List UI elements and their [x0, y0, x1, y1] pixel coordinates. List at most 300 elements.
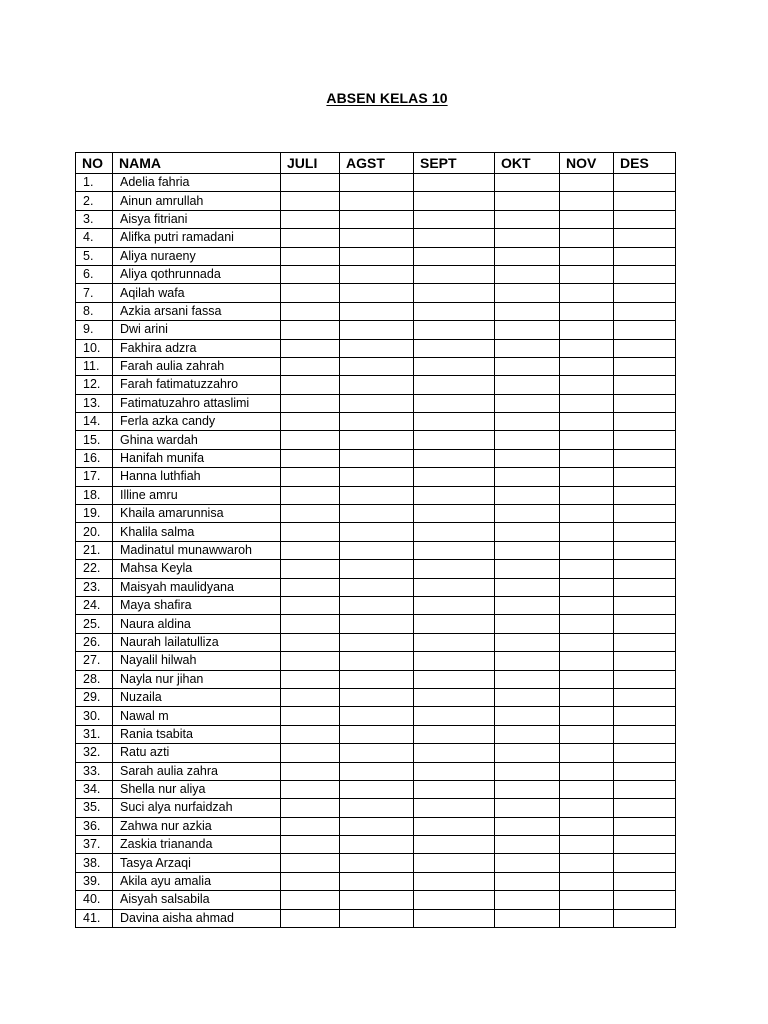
attendance-cell-juli	[281, 413, 340, 431]
attendance-cell-sept	[414, 688, 495, 706]
attendance-cell-juli	[281, 744, 340, 762]
attendance-cell-agst	[340, 321, 414, 339]
attendance-cell-agst	[340, 265, 414, 283]
student-name: Nayalil hilwah	[113, 652, 281, 670]
attendance-cell-des	[614, 725, 676, 743]
attendance-cell-nov	[560, 615, 614, 633]
attendance-cell-agst	[340, 762, 414, 780]
column-header-nov: NOV	[560, 153, 614, 174]
attendance-cell-juli	[281, 688, 340, 706]
column-header-juli: JULI	[281, 153, 340, 174]
attendance-cell-juli	[281, 321, 340, 339]
attendance-cell-agst	[340, 909, 414, 927]
attendance-cell-des	[614, 210, 676, 228]
attendance-cell-agst	[340, 744, 414, 762]
attendance-cell-sept	[414, 247, 495, 265]
column-header-nama: NAMA	[113, 153, 281, 174]
attendance-cell-sept	[414, 284, 495, 302]
student-name: Farah aulia zahrah	[113, 357, 281, 375]
attendance-cell-okt	[495, 817, 560, 835]
attendance-cell-okt	[495, 560, 560, 578]
attendance-cell-sept	[414, 615, 495, 633]
attendance-cell-okt	[495, 339, 560, 357]
attendance-cell-nov	[560, 357, 614, 375]
attendance-cell-agst	[340, 799, 414, 817]
attendance-cell-okt	[495, 229, 560, 247]
table-row	[76, 468, 676, 486]
attendance-cell-sept	[414, 744, 495, 762]
attendance-cell-nov	[560, 744, 614, 762]
attendance-cell-nov	[560, 541, 614, 559]
attendance-cell-agst	[340, 302, 414, 320]
student-name: Maisyah maulidyana	[113, 578, 281, 596]
attendance-cell-okt	[495, 909, 560, 927]
attendance-cell-okt	[495, 431, 560, 449]
student-name: Aqilah wafa	[113, 284, 281, 302]
row-number: 37.	[76, 836, 113, 854]
student-name: Mahsa Keyla	[113, 560, 281, 578]
attendance-cell-okt	[495, 284, 560, 302]
attendance-cell-agst	[340, 247, 414, 265]
table-row	[76, 302, 676, 320]
attendance-cell-sept	[414, 780, 495, 798]
attendance-cell-des	[614, 596, 676, 614]
attendance-cell-okt	[495, 376, 560, 394]
attendance-cell-okt	[495, 762, 560, 780]
attendance-cell-agst	[340, 523, 414, 541]
student-name: Zahwa nur azkia	[113, 817, 281, 835]
attendance-cell-okt	[495, 707, 560, 725]
attendance-cell-juli	[281, 799, 340, 817]
attendance-cell-sept	[414, 468, 495, 486]
row-number: 40.	[76, 891, 113, 909]
row-number: 18.	[76, 486, 113, 504]
column-header-okt: OKT	[495, 153, 560, 174]
student-name: Nawal m	[113, 707, 281, 725]
attendance-cell-juli	[281, 284, 340, 302]
attendance-cell-okt	[495, 780, 560, 798]
attendance-cell-juli	[281, 670, 340, 688]
attendance-cell-agst	[340, 817, 414, 835]
row-number: 20.	[76, 523, 113, 541]
attendance-cell-nov	[560, 468, 614, 486]
attendance-cell-juli	[281, 523, 340, 541]
attendance-cell-des	[614, 229, 676, 247]
row-number: 33.	[76, 762, 113, 780]
attendance-cell-juli	[281, 560, 340, 578]
attendance-cell-agst	[340, 872, 414, 890]
attendance-cell-nov	[560, 707, 614, 725]
table-row	[76, 210, 676, 228]
attendance-cell-nov	[560, 210, 614, 228]
row-number: 9.	[76, 321, 113, 339]
row-number: 10.	[76, 339, 113, 357]
student-name: Dwi arini	[113, 321, 281, 339]
table-row	[76, 523, 676, 541]
row-number: 24.	[76, 596, 113, 614]
attendance-cell-okt	[495, 210, 560, 228]
student-name: Ferla azka candy	[113, 413, 281, 431]
row-number: 21.	[76, 541, 113, 559]
attendance-cell-nov	[560, 633, 614, 651]
attendance-cell-des	[614, 578, 676, 596]
row-number: 28.	[76, 670, 113, 688]
attendance-cell-okt	[495, 652, 560, 670]
row-number: 29.	[76, 688, 113, 706]
student-name: Suci alya nurfaidzah	[113, 799, 281, 817]
table-row	[76, 872, 676, 890]
row-number: 13.	[76, 394, 113, 412]
table-row	[76, 707, 676, 725]
attendance-cell-des	[614, 707, 676, 725]
attendance-cell-sept	[414, 560, 495, 578]
attendance-cell-des	[614, 891, 676, 909]
table-row	[76, 596, 676, 614]
attendance-cell-juli	[281, 762, 340, 780]
attendance-cell-nov	[560, 247, 614, 265]
row-number: 1.	[76, 174, 113, 192]
attendance-cell-okt	[495, 633, 560, 651]
attendance-cell-juli	[281, 780, 340, 798]
attendance-cell-des	[614, 615, 676, 633]
attendance-cell-sept	[414, 909, 495, 927]
attendance-cell-okt	[495, 891, 560, 909]
attendance-cell-nov	[560, 652, 614, 670]
attendance-cell-des	[614, 468, 676, 486]
attendance-cell-des	[614, 431, 676, 449]
table-row	[76, 357, 676, 375]
attendance-cell-sept	[414, 174, 495, 192]
attendance-cell-agst	[340, 192, 414, 210]
attendance-cell-agst	[340, 413, 414, 431]
row-number: 19.	[76, 505, 113, 523]
attendance-cell-sept	[414, 413, 495, 431]
column-header-sept: SEPT	[414, 153, 495, 174]
attendance-cell-sept	[414, 596, 495, 614]
attendance-cell-sept	[414, 707, 495, 725]
attendance-cell-des	[614, 688, 676, 706]
attendance-cell-juli	[281, 247, 340, 265]
attendance-cell-sept	[414, 799, 495, 817]
attendance-cell-agst	[340, 229, 414, 247]
attendance-cell-des	[614, 321, 676, 339]
table-row	[76, 633, 676, 651]
student-name: Madinatul munawwaroh	[113, 541, 281, 559]
attendance-cell-des	[614, 247, 676, 265]
attendance-cell-nov	[560, 560, 614, 578]
attendance-cell-okt	[495, 578, 560, 596]
attendance-cell-nov	[560, 854, 614, 872]
student-name: Tasya Arzaqi	[113, 854, 281, 872]
attendance-cell-agst	[340, 780, 414, 798]
table-row	[76, 265, 676, 283]
attendance-cell-okt	[495, 523, 560, 541]
attendance-cell-sept	[414, 302, 495, 320]
table-row	[76, 449, 676, 467]
student-name: Nayla nur jihan	[113, 670, 281, 688]
attendance-cell-des	[614, 302, 676, 320]
attendance-cell-des	[614, 394, 676, 412]
attendance-cell-sept	[414, 431, 495, 449]
attendance-cell-des	[614, 744, 676, 762]
attendance-cell-okt	[495, 357, 560, 375]
row-number: 30.	[76, 707, 113, 725]
row-number: 38.	[76, 854, 113, 872]
attendance-cell-sept	[414, 376, 495, 394]
attendance-cell-des	[614, 780, 676, 798]
attendance-cell-okt	[495, 725, 560, 743]
attendance-cell-agst	[340, 468, 414, 486]
attendance-cell-okt	[495, 854, 560, 872]
attendance-cell-nov	[560, 891, 614, 909]
attendance-cell-juli	[281, 707, 340, 725]
column-header-no: NO	[76, 153, 113, 174]
attendance-cell-nov	[560, 321, 614, 339]
attendance-cell-okt	[495, 596, 560, 614]
attendance-cell-nov	[560, 505, 614, 523]
attendance-cell-sept	[414, 229, 495, 247]
attendance-cell-juli	[281, 174, 340, 192]
attendance-cell-des	[614, 836, 676, 854]
table-row	[76, 284, 676, 302]
attendance-cell-okt	[495, 468, 560, 486]
student-name: Sarah aulia zahra	[113, 762, 281, 780]
attendance-cell-nov	[560, 780, 614, 798]
attendance-cell-sept	[414, 817, 495, 835]
attendance-cell-sept	[414, 523, 495, 541]
student-name: Naurah lailatulliza	[113, 633, 281, 651]
attendance-cell-des	[614, 762, 676, 780]
attendance-cell-des	[614, 449, 676, 467]
row-number: 23.	[76, 578, 113, 596]
attendance-cell-nov	[560, 174, 614, 192]
attendance-cell-nov	[560, 872, 614, 890]
attendance-cell-sept	[414, 210, 495, 228]
attendance-cell-des	[614, 486, 676, 504]
table-row	[76, 817, 676, 835]
table-row	[76, 725, 676, 743]
attendance-cell-agst	[340, 449, 414, 467]
attendance-cell-des	[614, 652, 676, 670]
student-name: Aliya qothrunnada	[113, 265, 281, 283]
attendance-cell-juli	[281, 633, 340, 651]
student-name: Davina aisha ahmad	[113, 909, 281, 927]
attendance-cell-nov	[560, 394, 614, 412]
attendance-cell-juli	[281, 302, 340, 320]
table-row	[76, 486, 676, 504]
attendance-cell-sept	[414, 541, 495, 559]
student-name: Farah fatimatuzzahro	[113, 376, 281, 394]
attendance-cell-des	[614, 192, 676, 210]
table-row	[76, 541, 676, 559]
row-number: 12.	[76, 376, 113, 394]
row-number: 3.	[76, 210, 113, 228]
attendance-cell-juli	[281, 431, 340, 449]
attendance-cell-agst	[340, 670, 414, 688]
student-name: Shella nur aliya	[113, 780, 281, 798]
attendance-cell-nov	[560, 486, 614, 504]
attendance-cell-sept	[414, 762, 495, 780]
attendance-cell-agst	[340, 652, 414, 670]
attendance-cell-juli	[281, 854, 340, 872]
attendance-cell-juli	[281, 357, 340, 375]
attendance-cell-juli	[281, 468, 340, 486]
attendance-cell-agst	[340, 339, 414, 357]
attendance-cell-juli	[281, 265, 340, 283]
attendance-cell-nov	[560, 431, 614, 449]
attendance-cell-agst	[340, 174, 414, 192]
attendance-cell-juli	[281, 394, 340, 412]
attendance-cell-agst	[340, 357, 414, 375]
student-name: Fakhira adzra	[113, 339, 281, 357]
attendance-cell-okt	[495, 247, 560, 265]
attendance-cell-agst	[340, 210, 414, 228]
attendance-cell-juli	[281, 229, 340, 247]
attendance-cell-nov	[560, 799, 614, 817]
attendance-cell-okt	[495, 744, 560, 762]
attendance-cell-sept	[414, 321, 495, 339]
attendance-cell-des	[614, 909, 676, 927]
attendance-cell-juli	[281, 909, 340, 927]
attendance-cell-des	[614, 541, 676, 559]
column-header-des: DES	[614, 153, 676, 174]
row-number: 34.	[76, 780, 113, 798]
attendance-cell-sept	[414, 265, 495, 283]
attendance-cell-nov	[560, 376, 614, 394]
table-row	[76, 780, 676, 798]
attendance-cell-sept	[414, 725, 495, 743]
attendance-cell-agst	[340, 560, 414, 578]
attendance-cell-okt	[495, 413, 560, 431]
attendance-cell-juli	[281, 615, 340, 633]
row-number: 36.	[76, 817, 113, 835]
row-number: 25.	[76, 615, 113, 633]
student-name: Aisyah salsabila	[113, 891, 281, 909]
student-name: Aisya fitriani	[113, 210, 281, 228]
attendance-cell-okt	[495, 486, 560, 504]
row-number: 2.	[76, 192, 113, 210]
attendance-cell-des	[614, 505, 676, 523]
student-name: Nuzaila	[113, 688, 281, 706]
row-number: 7.	[76, 284, 113, 302]
attendance-cell-agst	[340, 707, 414, 725]
attendance-cell-sept	[414, 854, 495, 872]
attendance-cell-juli	[281, 486, 340, 504]
student-name: Alifka putri ramadani	[113, 229, 281, 247]
attendance-cell-juli	[281, 541, 340, 559]
attendance-cell-agst	[340, 615, 414, 633]
table-row	[76, 376, 676, 394]
attendance-cell-okt	[495, 615, 560, 633]
attendance-cell-okt	[495, 670, 560, 688]
row-number: 27.	[76, 652, 113, 670]
attendance-cell-agst	[340, 394, 414, 412]
attendance-cell-agst	[340, 486, 414, 504]
attendance-cell-agst	[340, 891, 414, 909]
student-name: Adelia fahria	[113, 174, 281, 192]
attendance-cell-nov	[560, 192, 614, 210]
attendance-cell-des	[614, 854, 676, 872]
attendance-cell-agst	[340, 836, 414, 854]
attendance-cell-des	[614, 376, 676, 394]
table-row	[76, 615, 676, 633]
attendance-cell-okt	[495, 799, 560, 817]
attendance-cell-agst	[340, 376, 414, 394]
table-row	[76, 229, 676, 247]
table-row	[76, 339, 676, 357]
attendance-cell-sept	[414, 836, 495, 854]
attendance-cell-juli	[281, 376, 340, 394]
attendance-cell-nov	[560, 339, 614, 357]
attendance-table	[75, 152, 676, 928]
attendance-cell-juli	[281, 192, 340, 210]
attendance-cell-des	[614, 523, 676, 541]
attendance-cell-sept	[414, 192, 495, 210]
attendance-cell-nov	[560, 670, 614, 688]
attendance-cell-sept	[414, 670, 495, 688]
attendance-cell-okt	[495, 321, 560, 339]
row-number: 5.	[76, 247, 113, 265]
attendance-cell-sept	[414, 633, 495, 651]
row-number: 22.	[76, 560, 113, 578]
attendance-cell-nov	[560, 302, 614, 320]
attendance-cell-juli	[281, 339, 340, 357]
attendance-cell-agst	[340, 725, 414, 743]
attendance-cell-sept	[414, 449, 495, 467]
row-number: 15.	[76, 431, 113, 449]
table-row	[76, 688, 676, 706]
attendance-cell-sept	[414, 339, 495, 357]
attendance-cell-juli	[281, 210, 340, 228]
attendance-cell-juli	[281, 449, 340, 467]
attendance-cell-nov	[560, 229, 614, 247]
attendance-cell-agst	[340, 854, 414, 872]
table-row	[76, 505, 676, 523]
attendance-cell-juli	[281, 872, 340, 890]
attendance-cell-nov	[560, 817, 614, 835]
attendance-cell-agst	[340, 505, 414, 523]
attendance-cell-nov	[560, 725, 614, 743]
row-number: 11.	[76, 357, 113, 375]
attendance-cell-agst	[340, 578, 414, 596]
attendance-cell-nov	[560, 265, 614, 283]
attendance-cell-juli	[281, 652, 340, 670]
attendance-cell-sept	[414, 486, 495, 504]
table-body	[76, 174, 676, 928]
table-row	[76, 394, 676, 412]
row-number: 8.	[76, 302, 113, 320]
attendance-cell-des	[614, 174, 676, 192]
attendance-cell-des	[614, 670, 676, 688]
student-name: Hanifah munifa	[113, 449, 281, 467]
attendance-cell-agst	[340, 688, 414, 706]
row-number: 4.	[76, 229, 113, 247]
attendance-cell-agst	[340, 596, 414, 614]
attendance-cell-des	[614, 633, 676, 651]
row-number: 14.	[76, 413, 113, 431]
attendance-cell-sept	[414, 578, 495, 596]
table-row	[76, 891, 676, 909]
attendance-cell-okt	[495, 394, 560, 412]
student-name: Aliya nuraeny	[113, 247, 281, 265]
student-name: Fatimatuzahro attaslimi	[113, 394, 281, 412]
row-number: 35.	[76, 799, 113, 817]
table-row	[76, 321, 676, 339]
attendance-cell-okt	[495, 302, 560, 320]
row-number: 16.	[76, 449, 113, 467]
attendance-cell-okt	[495, 449, 560, 467]
student-name: Azkia arsani fassa	[113, 302, 281, 320]
